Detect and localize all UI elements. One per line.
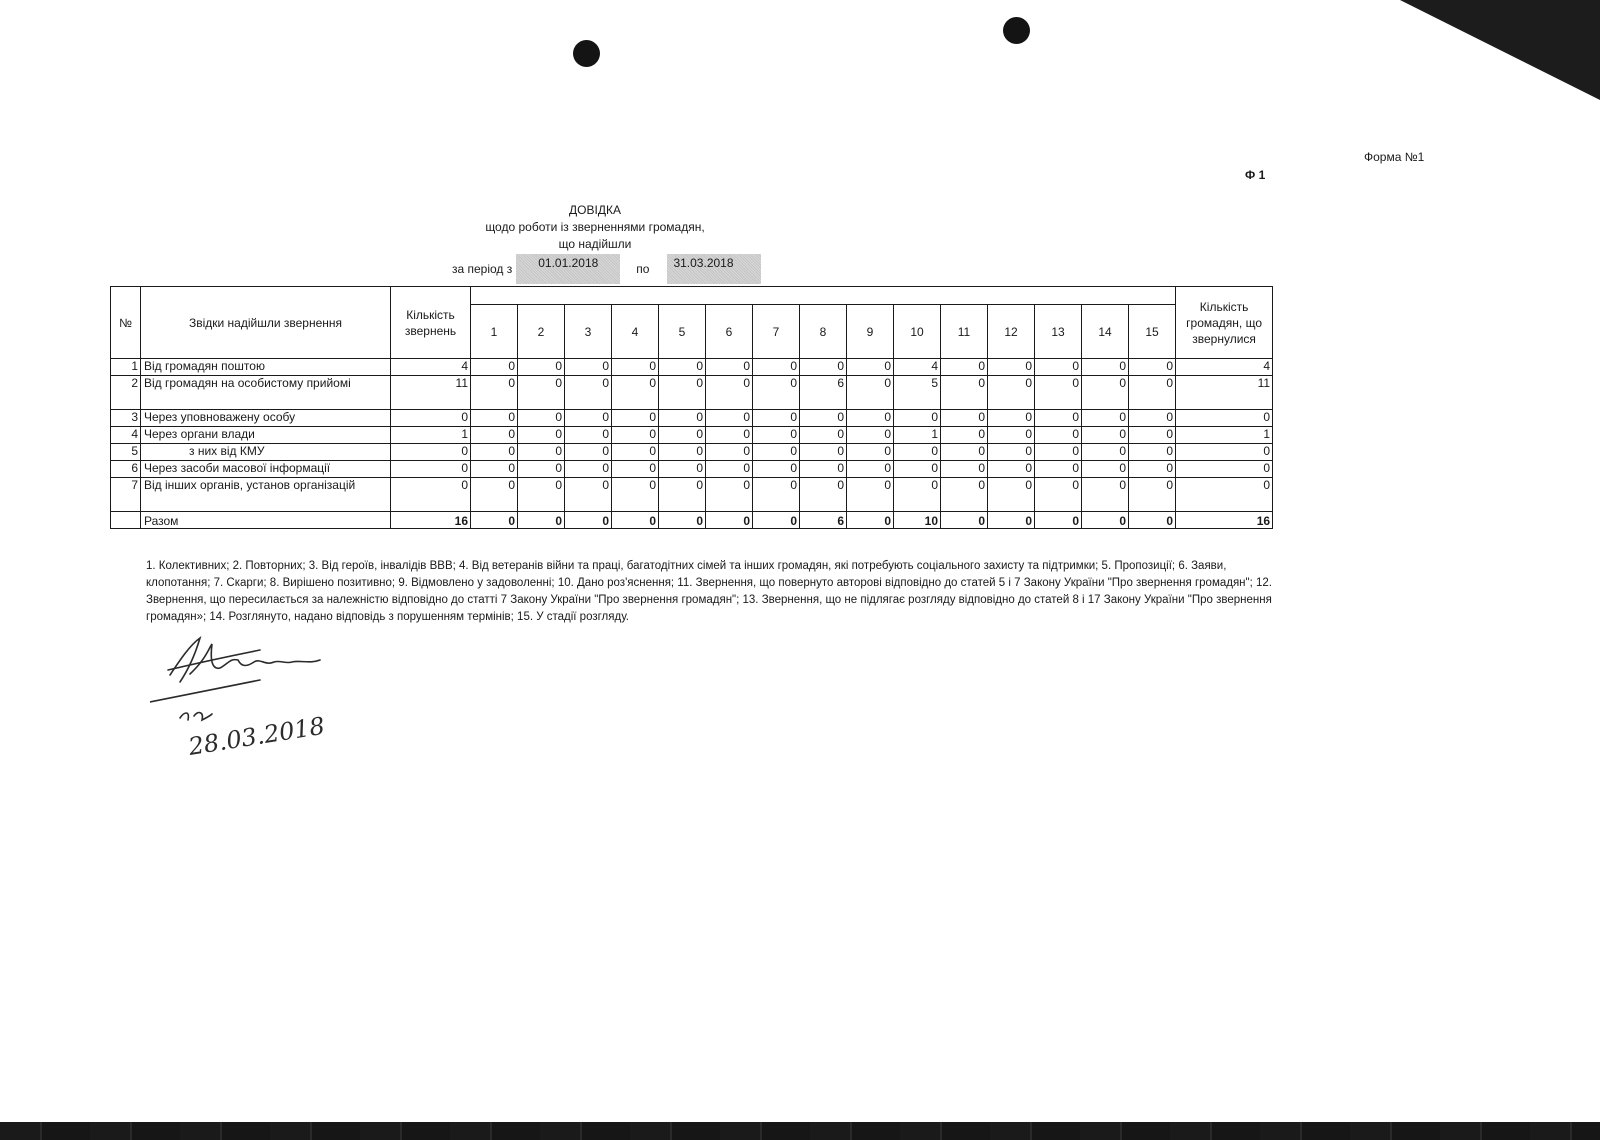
row-category-value: 0 [988,427,1035,444]
row-category-value: 0 [753,427,800,444]
header-category-1: 1 [471,305,518,359]
row-citizens: 4 [1176,359,1273,376]
row-number: 5 [111,444,141,461]
title-line-2: щодо роботи із зверненнями громадян, [485,220,705,234]
row-category-value: 0 [1082,478,1129,512]
row-category-value: 0 [988,376,1035,410]
row-category-value: 0 [753,444,800,461]
row-citizens: 1 [1176,427,1273,444]
period-to-label: по [636,262,650,276]
row-category-value: 0 [659,427,706,444]
row-category-value: 0 [847,461,894,478]
row-category-value: 0 [941,478,988,512]
row-category-value: 0 [659,410,706,427]
total-category-value: 0 [1035,512,1082,529]
row-category-value: 0 [659,461,706,478]
table-row [111,427,1273,444]
row-category-value: 0 [800,478,847,512]
row-category-value: 0 [659,478,706,512]
row-category-value: 0 [847,410,894,427]
row-category-value: 0 [1082,359,1129,376]
row-count: 11 [391,376,471,410]
total-category-value: 0 [753,512,800,529]
row-category-value: 0 [753,359,800,376]
row-category-value: 0 [1035,359,1082,376]
row-category-value: 0 [565,427,612,444]
total-count: 16 [391,512,471,529]
row-category-value: 0 [471,461,518,478]
row-category-value: 0 [1035,461,1082,478]
row-category-value: 0 [612,478,659,512]
row-category-value: 0 [518,427,565,444]
row-source: Через уповноважену особу [141,410,391,427]
row-count: 4 [391,359,471,376]
row-category-value: 0 [753,461,800,478]
document-title [440,202,750,253]
header-count: Кількість звернень [391,287,471,359]
row-category-value: 0 [800,461,847,478]
total-category-value: 0 [518,512,565,529]
row-number: 7 [111,478,141,512]
header-category-6: 6 [706,305,753,359]
row-number: 1 [111,359,141,376]
row-source: Через органи влади [141,427,391,444]
category-legend-notes: 1. Колективних; 2. Повторних; 3. Від героїв, інвалідів ВВВ; 4. Від ветеранів війни та праці, багатодітних сімей та інших громадян, які потребують соціального захисту та підтримки; 5. Пропозиції; 6. Заяви, клопотання; 7. Скарги; 8. Вирішено позитивно; 9. Відмовлено у задоволенні; 10. Дано роз'яснення; 11. Звернення, що повернуто авторові відповідно до статей 5 і 7 Закону України "Про звернення громадян"; 12. Звернення, що пересилається за належністю відповідно до статті 7 Закону України "Про звернення громадян"; 13. Звернення, що не підлягає розгляду відповідно до статей 8 і 17 Закону України "Про звернення громадян»; 14. Розглянуто, надано відповідь з порушенням термінів; 15. У стадії розгляду. [146,560,1272,623]
row-count: 0 [391,461,471,478]
table-row [111,444,1273,461]
row-category-value: 0 [894,410,941,427]
total-category-value: 0 [706,512,753,529]
row-category-value: 0 [565,359,612,376]
row-count: 0 [391,444,471,461]
row-citizens: 11 [1176,376,1273,410]
row-category-value: 0 [1129,478,1176,512]
total-category-value: 0 [988,512,1035,529]
period-from-date: 01.01.2018 [516,254,620,284]
row-category-value: 0 [753,478,800,512]
form-code: Ф 1 [1245,168,1266,182]
row-category-value: 0 [941,461,988,478]
row-category-value: 0 [1082,376,1129,410]
table-row [111,461,1273,478]
row-category-value: 0 [659,376,706,410]
row-category-value: 0 [847,444,894,461]
row-category-value: 0 [612,376,659,410]
scanner-edge [0,1122,1600,1140]
total-category-value: 0 [847,512,894,529]
row-category-value: 0 [706,359,753,376]
row-category-value: 0 [1035,427,1082,444]
row-source: Через засоби масової інформації [141,461,391,478]
total-category-value: 0 [659,512,706,529]
row-number: 2 [111,376,141,410]
row-category-value: 0 [518,410,565,427]
row-category-value: 4 [894,359,941,376]
row-category-value: 0 [847,359,894,376]
total-category-value: 6 [800,512,847,529]
row-category-value: 0 [565,376,612,410]
row-category-value: 0 [988,461,1035,478]
header-category-2: 2 [518,305,565,359]
header-category-11: 11 [941,305,988,359]
row-citizens: 0 [1176,478,1273,512]
row-category-value: 0 [612,427,659,444]
total-category-value: 0 [1082,512,1129,529]
row-category-value: 0 [471,376,518,410]
row-number: 4 [111,427,141,444]
row-count: 1 [391,427,471,444]
folded-corner-shadow [1400,0,1600,100]
row-category-value: 0 [847,478,894,512]
row-category-value: 0 [706,427,753,444]
row-category-value: 0 [847,427,894,444]
handwritten-signature [150,630,370,780]
row-category-value: 0 [612,444,659,461]
row-category-value: 0 [565,461,612,478]
row-citizens: 0 [1176,461,1273,478]
header-category-9: 9 [847,305,894,359]
row-category-value: 0 [518,444,565,461]
total-row-number [111,512,141,529]
period-to-date: 31.03.2018 [667,254,761,284]
row-category-value: 0 [941,376,988,410]
row-category-value: 0 [565,444,612,461]
row-category-value: 5 [894,376,941,410]
header-category-14: 14 [1082,305,1129,359]
header-category-group [471,287,1176,305]
title-line-1: ДОВІДКА [569,203,621,217]
row-category-value: 0 [1129,376,1176,410]
total-category-value: 0 [941,512,988,529]
title-line-3: що надійшли [558,237,632,251]
row-category-value: 0 [941,359,988,376]
total-category-value: 10 [894,512,941,529]
header-category-8: 8 [800,305,847,359]
row-category-value: 0 [706,444,753,461]
row-category-value: 0 [988,410,1035,427]
total-row [111,512,1273,529]
row-count: 0 [391,478,471,512]
row-category-value: 0 [518,376,565,410]
row-source: Від громадян поштою [141,359,391,376]
row-category-value: 0 [1129,359,1176,376]
row-category-value: 0 [518,359,565,376]
total-category-value: 0 [1129,512,1176,529]
appeals-table [110,286,1273,529]
row-category-value: 0 [706,410,753,427]
row-category-value: 0 [1035,478,1082,512]
header-category-13: 13 [1035,305,1082,359]
row-category-value: 0 [1035,444,1082,461]
row-category-value: 0 [800,359,847,376]
row-category-value: 0 [518,478,565,512]
row-source: з них від КМУ [141,444,391,461]
header-citizens: Кількість громадян, що звернулися [1176,287,1273,359]
row-category-value: 0 [1082,410,1129,427]
row-category-value: 0 [753,410,800,427]
form-number: Форма №1 [1364,150,1425,164]
row-category-value: 0 [1129,444,1176,461]
row-category-value: 0 [1035,376,1082,410]
total-category-value: 0 [471,512,518,529]
row-category-value: 0 [471,444,518,461]
table-row [111,376,1273,410]
row-category-value: 0 [471,359,518,376]
row-count: 0 [391,410,471,427]
header-category-10: 10 [894,305,941,359]
row-number: 3 [111,410,141,427]
row-category-value: 0 [565,410,612,427]
row-category-value: 0 [706,478,753,512]
total-category-value: 0 [565,512,612,529]
row-category-value: 0 [1082,427,1129,444]
row-citizens: 0 [1176,410,1273,427]
row-category-value: 0 [800,427,847,444]
row-category-value: 0 [800,444,847,461]
header-category-5: 5 [659,305,706,359]
row-category-value: 0 [659,359,706,376]
row-category-value: 0 [706,376,753,410]
row-category-value: 0 [894,461,941,478]
signature-date: 28.03.2018 [186,711,327,761]
row-category-value: 0 [1129,410,1176,427]
period-from-label: за період з [452,262,513,276]
punch-hole-left [573,40,600,67]
header-category-15: 15 [1129,305,1176,359]
row-category-value: 0 [612,410,659,427]
row-category-value: 0 [565,478,612,512]
total-category-value: 0 [612,512,659,529]
row-category-value: 0 [471,410,518,427]
row-category-value: 0 [753,376,800,410]
row-source: Від інших органів, установ організацій [141,478,391,512]
row-category-value: 0 [471,427,518,444]
header-category-4: 4 [612,305,659,359]
row-category-value: 0 [471,478,518,512]
table-row [111,478,1273,512]
punch-hole-right [1003,17,1030,44]
row-citizens: 0 [1176,444,1273,461]
row-category-value: 0 [1082,461,1129,478]
table-row [111,359,1273,376]
row-category-value: 0 [800,410,847,427]
row-category-value: 0 [894,478,941,512]
row-category-value: 0 [988,478,1035,512]
table-row [111,410,1273,427]
row-category-value: 0 [894,444,941,461]
header-category-12: 12 [988,305,1035,359]
row-category-value: 0 [1129,461,1176,478]
row-category-value: 0 [612,461,659,478]
row-category-value: 0 [941,410,988,427]
row-category-value: 6 [800,376,847,410]
header-category-3: 3 [565,305,612,359]
row-category-value: 1 [894,427,941,444]
header-source: Звідки надійшли звернення [141,287,391,359]
row-category-value: 0 [1082,444,1129,461]
total-label: Разом [141,512,391,529]
row-category-value: 0 [988,444,1035,461]
total-citizens: 16 [1176,512,1273,529]
row-category-value: 0 [1129,427,1176,444]
row-category-value: 0 [612,359,659,376]
row-category-value: 0 [941,427,988,444]
row-category-value: 0 [941,444,988,461]
row-category-value: 0 [988,359,1035,376]
row-category-value: 0 [1035,410,1082,427]
row-category-value: 0 [659,444,706,461]
row-source: Від громадян на особистому прийомі [141,376,391,410]
row-category-value: 0 [706,461,753,478]
header-no: № [111,287,141,359]
row-category-value: 0 [847,376,894,410]
header-category-7: 7 [753,305,800,359]
row-number: 6 [111,461,141,478]
row-category-value: 0 [518,461,565,478]
reporting-period [452,254,761,284]
